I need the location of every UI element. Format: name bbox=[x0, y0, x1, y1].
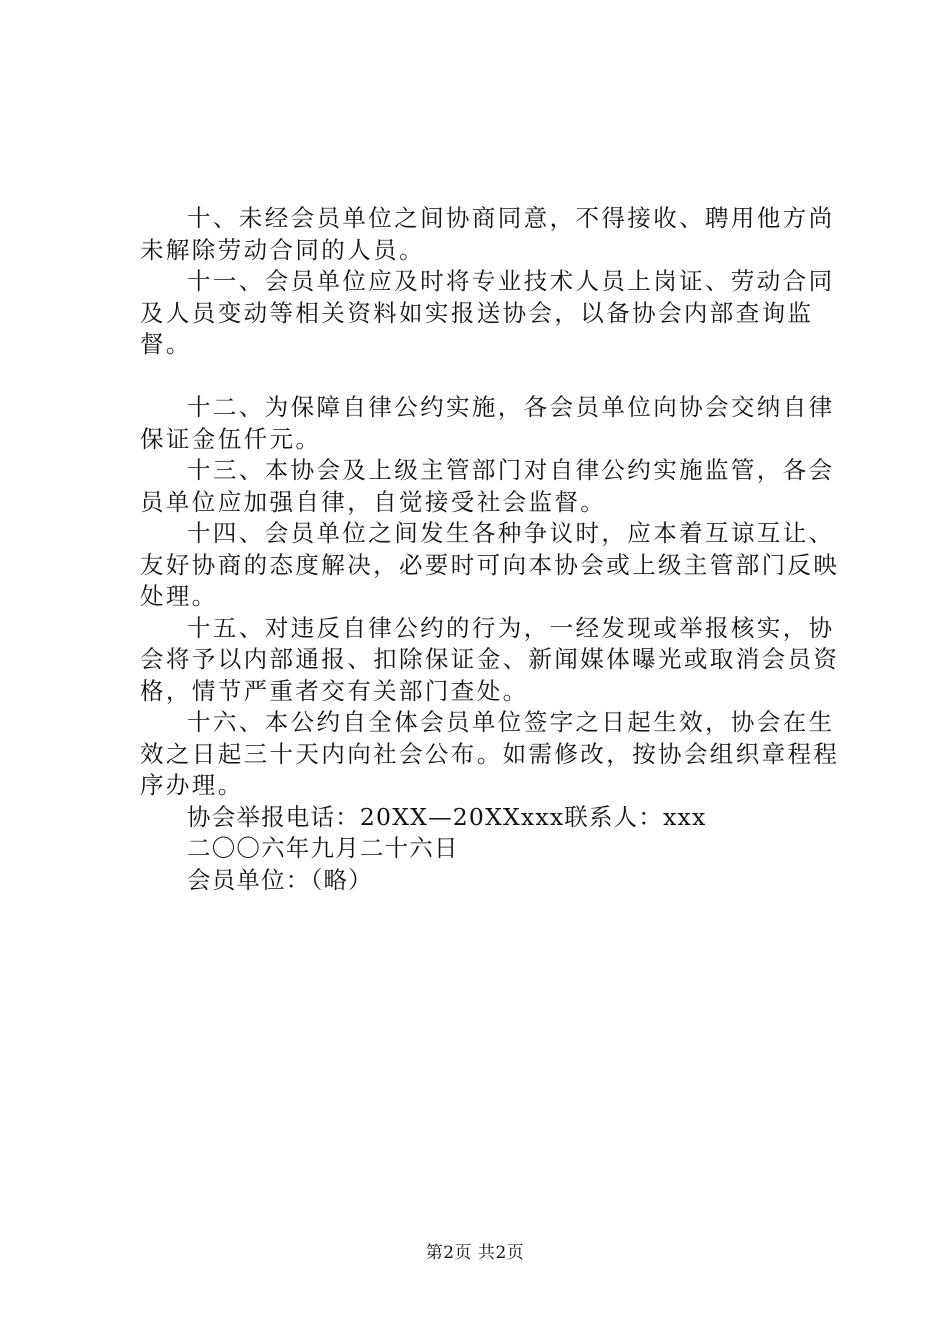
clause-14: 十四、会员单位之间发生各种争议时，应本着互谅互让、友好协商的态度解决，必要时可向本协会或上级主管部门反映处理。 bbox=[140, 519, 840, 610]
document-body bbox=[140, 203, 840, 896]
page-number: 第2页 共2页 bbox=[425, 1243, 525, 1263]
date-line: 二〇〇六年九月二十六日 bbox=[187, 834, 459, 862]
hotline-line: 协会举报电话：20XX—20XXxxx联系人：xxx bbox=[187, 802, 707, 831]
clause-13: 十三、本协会及上级主管部门对自律公约实施监管，各会员单位应加强自律，自觉接受社会监督。 bbox=[140, 456, 835, 516]
clause-12: 十二、为保障自律公约实施，各会员单位向协会交纳自律保证金伍仟元。 bbox=[140, 393, 835, 453]
clause-10: 十、未经会员单位之间协商同意，不得接收、聘用他方尚未解除劳动合同的人员。 bbox=[140, 204, 835, 264]
clause-16: 十六、本公约自全体会员单位签字之日起生效，协会在生效之日起三十天内向社会公布。如需修改，按协会组织章程程序办理。 bbox=[140, 708, 840, 799]
members-line: 会员单位：（略） bbox=[187, 865, 373, 894]
clause-15: 十五、对违反自律公约的行为，一经发现或举报核实，协会将予以内部通报、扣除保证金、新闻媒体曝光或取消会员资格，情节严重者交有关部门查处。 bbox=[140, 613, 840, 705]
clause-11: 十一、会员单位应及时将专业技术人员上岗证、劳动合同及人员变动等相关资料如实报送协会，以备协会内部查询监督。 bbox=[140, 267, 835, 358]
